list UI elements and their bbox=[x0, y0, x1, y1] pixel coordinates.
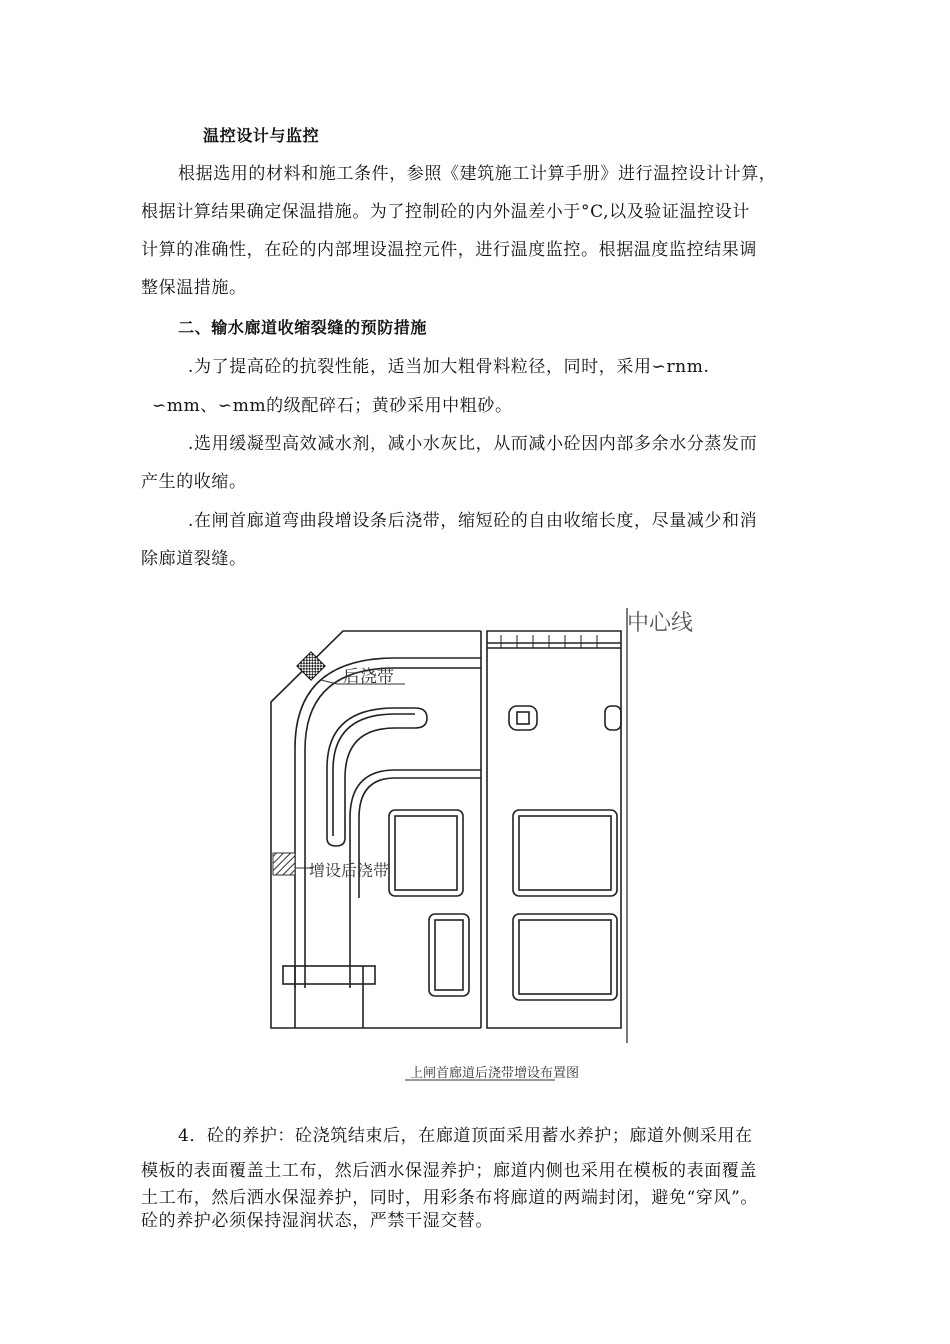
post-pour-label: 后浇带 bbox=[343, 667, 394, 687]
list-item-line: .在闸首廊道弯曲段增设条后浇带，缩短砼的自由收缩长度，尽量减少和消 bbox=[188, 511, 758, 531]
curing-paragraph-line: 4．砼的养护：砼浇筑结束后，在廊道顶面采用蓄水养护；廊道外侧采用在 bbox=[178, 1126, 753, 1146]
paragraph-line: 计算的准确性，在砼的内部埋设温控元件，进行温度监控。根据温度监控结果调 bbox=[141, 240, 757, 260]
curing-paragraph-line: 土工布，然后洒水保湿养护，同时，用彩条布将廊道的两端封闭，避免“穿风”。 bbox=[141, 1188, 758, 1208]
gallery-drawing bbox=[255, 598, 735, 1098]
curing-paragraph-line: 模板的表面覆盖土工布，然后洒水保湿养护；廊道内侧也采用在模板的表面覆盖 bbox=[141, 1161, 757, 1181]
figure-caption: 上闸首廊道后浇带增设布置图 bbox=[410, 1066, 580, 1081]
paragraph-line: 根据选用的材料和施工条件，参照《建筑施工计算手册》进行温控设计计算， bbox=[178, 164, 777, 184]
list-item-line: .为了提高砼的抗裂性能，适当加大粗骨料粒径，同时，采用∽rnm. bbox=[188, 357, 710, 377]
list-item-line: .选用缓凝型高效减水剂，减小水灰比，从而减小砼因内部多余水分蒸发而 bbox=[188, 434, 758, 454]
centerline-label: 中心线 bbox=[627, 611, 694, 636]
left-block-outline bbox=[271, 631, 481, 1028]
list-item-line: 除廊道裂缝。 bbox=[141, 549, 247, 569]
list-item-line: ∽mm、∽mm的级配碎石；黄砂采用中粗砂。 bbox=[152, 396, 513, 416]
section-heading-temperature-control: 温控设计与监控 bbox=[203, 126, 320, 145]
section-heading-crack-prevention: 二、输水廊道收缩裂缝的预防措施 bbox=[178, 318, 428, 337]
paragraph-line: 整保温措施。 bbox=[141, 278, 247, 298]
added-post-pour-label: 增设后浇带 bbox=[309, 861, 390, 880]
added-post-pour-strip-mark bbox=[273, 853, 295, 875]
gallery-layout-figure bbox=[255, 598, 735, 1098]
post-pour-strip-mark bbox=[297, 652, 325, 680]
paragraph-line: 根据计算结果确定保温措施。为了控制砼的内外温差小于°C,以及验证温控设计 bbox=[141, 202, 750, 222]
list-item-line: 产生的收缩。 bbox=[141, 472, 247, 492]
right-block-outline bbox=[487, 631, 621, 1028]
curing-paragraph-line: 砼的养护必须保持湿润状态，严禁干湿交替。 bbox=[141, 1211, 493, 1231]
